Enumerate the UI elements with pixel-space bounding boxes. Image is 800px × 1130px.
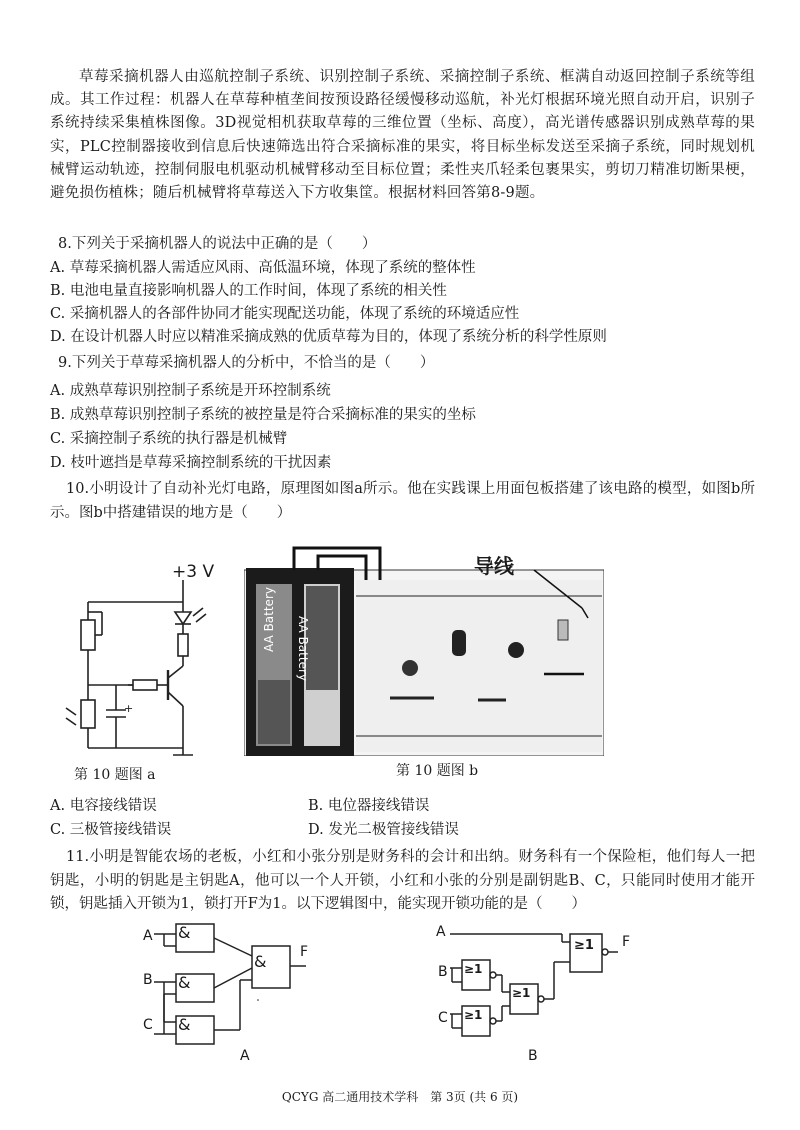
q9-option-d: D. 枝叶遮挡是草莓采摘控制系统的干扰因素 bbox=[50, 455, 332, 471]
gate-a3-symbol: & bbox=[178, 1015, 191, 1034]
gate-a2-symbol: & bbox=[178, 973, 191, 992]
gate-b2-symbol: ≥1 bbox=[464, 962, 483, 976]
fig-a-caption: 第 10 题图 a bbox=[74, 767, 156, 783]
input-c-diagram-a: C bbox=[143, 1017, 153, 1033]
input-b-diagram-b: B bbox=[438, 964, 448, 980]
logic-diagram-b bbox=[438, 920, 638, 1060]
gate-b4-symbol: ≥1 bbox=[512, 986, 531, 1000]
svg-text:+: + bbox=[124, 702, 134, 715]
q11-stem: 11.小明是智能农场的老板，小红和小张分别是财务科的会计和出纳。财务科有一个保险柜，他们每人一把钥匙，小明的钥匙是主钥匙A，他可以一个人开锁，小红和小张的分别是副钥匙B、C，只能同时使用才能开锁，钥匙插入开锁为1，锁打开F为1。以下逻辑图中，能实现开锁功能的是（ ） bbox=[50, 849, 755, 912]
q10-stem: 10.小明设计了自动补光灯电路，原理图如图a所示。他在实践课上用面包板搭建了该电路的模型，如图b所示。图b中搭建错误的地方是（ ） bbox=[50, 481, 755, 521]
q10-option-b: B. 电位器接线错误 bbox=[308, 798, 430, 814]
q10-option-c: C. 三极管接线错误 bbox=[50, 822, 172, 838]
q10-option-a: A. 电容接线错误 bbox=[50, 798, 157, 814]
q9-option-a: A. 成熟草莓识别控制子系统是开环控制系统 bbox=[50, 383, 331, 399]
q9-stem: 9.下列关于草莓采摘机器人的分析中，不恰当的是（ ） bbox=[58, 355, 435, 371]
output-f-diagram-a: F bbox=[300, 944, 309, 960]
input-a-diagram-a: A bbox=[143, 928, 153, 944]
gate-b1-symbol: ≥1 bbox=[574, 938, 594, 953]
fig-b-caption: 第 10 题图 b bbox=[396, 763, 479, 779]
q9-option-c: C. 采摘控制子系统的执行器是机械臂 bbox=[50, 431, 288, 447]
q8-option-b: B. 电池电量直接影响机器人的工作时间，体现了系统的相关性 bbox=[50, 283, 447, 299]
page-footer: QCYG 高二通用技术学科 第 3页 (共 6 页) bbox=[281, 1090, 519, 1104]
input-a-diagram-b: A bbox=[436, 924, 446, 940]
battery-label-1: AA Battery bbox=[262, 587, 276, 652]
q10-option-d: D. 发光二极管接线错误 bbox=[308, 822, 459, 838]
label-diagram-a: A bbox=[240, 1048, 250, 1064]
gate-a4-symbol: & bbox=[254, 952, 267, 971]
reading-passage: 草莓采摘机器人由巡航控制子系统、识别控制子系统、采摘控制子系统、框满自动返回控制子系统等组成。其工作过程：机器人在草莓种植垄间按预设路径缓慢移动巡航，补光灯根据环境光照自动开启，识别子系统持续采集植株图像。3D视觉相机获取草莓的三维位置（坐标、高度），高光谱传感器识别成熟草莓的果实，PLC控制器接收到信息后快速筛选出符合采摘标准的果实，将目标坐标发送至采摘子系统，同时规划机械臂运动轨迹，控制伺服电机驱动机械臂移动至目标位置；柔性夹爪轻柔包裹果实，剪切刀精准切断果梗，避免损伤植株；随后机械臂将草莓送入下方收集筐。根据材料回答第8-9题。 bbox=[50, 69, 755, 202]
wire-label: 导线 bbox=[474, 554, 514, 578]
supply-label: +3 V bbox=[172, 562, 215, 582]
fig-b-breadboard bbox=[244, 540, 604, 756]
battery-label-2: AA Battery bbox=[296, 616, 310, 681]
input-b-diagram-a: B bbox=[143, 972, 153, 988]
gate-a1-symbol: & bbox=[178, 923, 191, 942]
q8-option-a: A. 草莓采摘机器人需适应风雨、高低温环境，体现了系统的整体性 bbox=[50, 260, 476, 276]
q8-stem: 8.下列关于采摘机器人的说法中正确的是（ ） bbox=[58, 236, 377, 252]
logic-diagram-a bbox=[140, 918, 340, 1066]
output-f-diagram-b: F bbox=[622, 934, 631, 950]
input-c-diagram-b: C bbox=[438, 1010, 448, 1026]
gate-b3-symbol: ≥1 bbox=[464, 1008, 483, 1022]
fig-a-schematic bbox=[58, 560, 218, 760]
q8-option-d: D. 在设计机器人时应以精准采摘成熟的优质草莓为目的，体现了系统分析的科学性原则 bbox=[50, 329, 607, 345]
label-diagram-b: B bbox=[528, 1048, 538, 1064]
q9-option-b: B. 成熟草莓识别控制子系统的被控量是符合采摘标准的果实的坐标 bbox=[50, 407, 476, 423]
q8-option-c: C. 采摘机器人的各部件协同才能实现配送功能，体现了系统的环境适应性 bbox=[50, 306, 520, 322]
